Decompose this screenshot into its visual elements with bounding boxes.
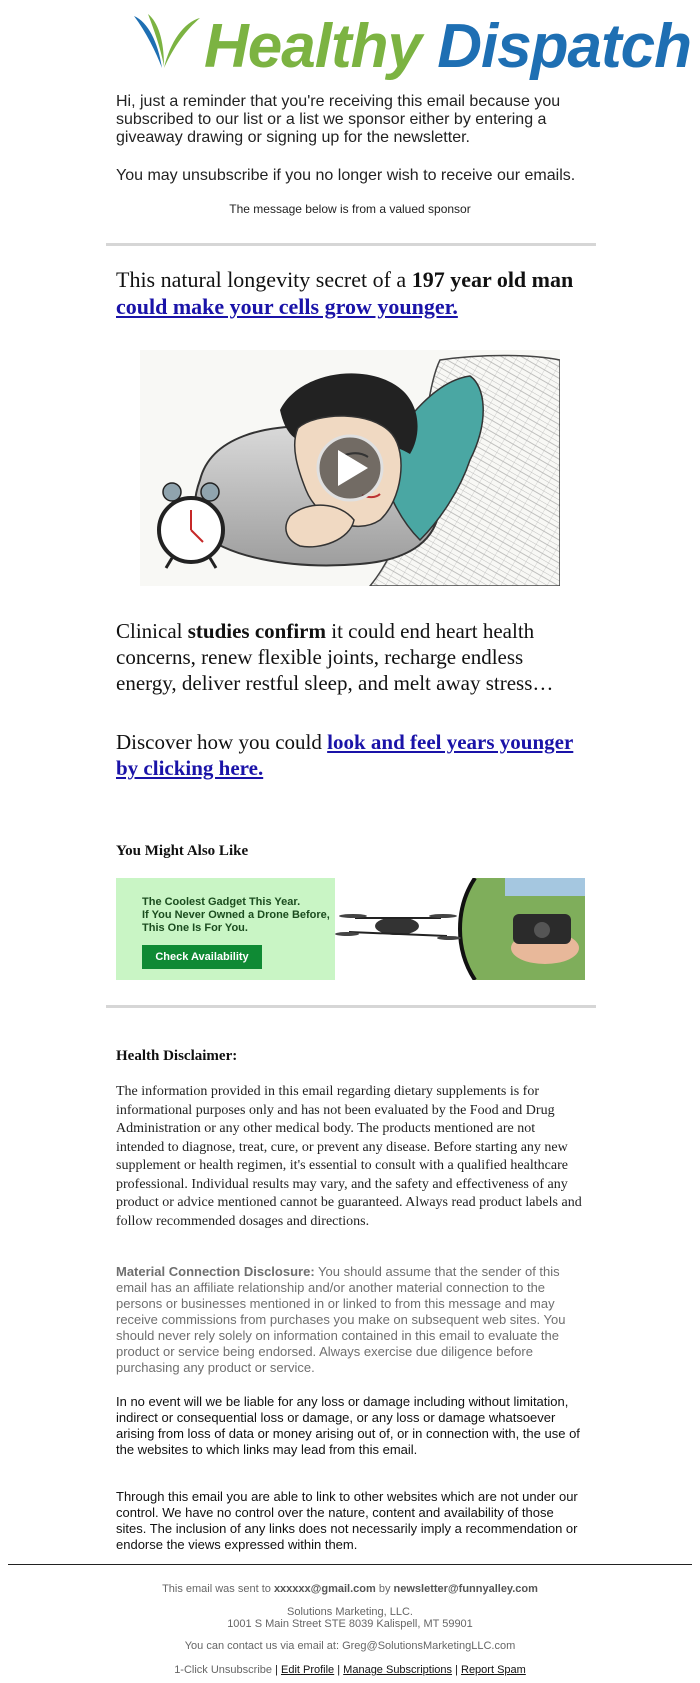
you-might-also-like-heading: You Might Also Like [116,843,249,859]
unsubscribe-note: You may unsubscribe if you no longer wish to receive our emails. [116,167,576,184]
company-name: Solutions Marketing, LLC. [287,1606,413,1618]
sponsor-note: The message below is from a valued sponsor [229,202,471,216]
one-click-unsubscribe[interactable]: 1-Click Unsubscribe [174,1664,272,1676]
edit-profile-link[interactable]: Edit Profile [280,1664,335,1676]
banner-text: The Coolest Gadget This Year. If You Never Owned a Drone Before, This One Is For You. [142,896,330,934]
video-thumbnail[interactable] [140,350,560,586]
drone-image [335,878,585,980]
health-disclaimer-body: The information provided in this email regarding dietary supplements is for informational purposes only and has not been evaluated by the Food and Drug Administration or any other medical body. The products mentioned are not intended to diagnose, treat, cure, or prevent any disease. Before starting any new supplement or health regimen, it's essential to consult with a qualified healthcare professional. Individual results may vary, and the safety and effectiveness of any product or advice mentioned cannot be guaranteed. Always read product labels and follow recommended dosages and directions. [116,1084,582,1229]
contact-line: You can contact us via email at: Greg@SolutionsMarketingLLC.com [184,1640,516,1652]
subscription-reminder: Hi, just a reminder that you're receiving this email because you subscribed to our list or a list we sponsor either by entering a giveaway drawing or signing up for the newsletter. [116,93,561,146]
liability-notice: In no event will we be liable for any loss or damage including without limitation, indirect or consequential loss or damage, or any loss or damage whatsoever arising from loss of data or money arising out of, or in connection with, the use of the websites to which links may lead from this email. [116,1394,580,1457]
sent-to-line: This email was sent to xxxxxx@gmail.com by newsletter@funnyalley.com [162,1583,538,1595]
check-availability-button[interactable]: Check Availability [142,945,262,969]
leaf-logo-icon [128,12,204,74]
divider-2 [106,1005,596,1008]
clinical-claim: Clinical studies confirm it could end heart health concerns, renew flexible joints, recharge endless energy, deliver restful sleep, and melt away stress… [116,619,554,695]
play-button-icon [318,436,382,500]
headline: This natural longevity secret of a 197 year old man could make your cells grow younger. [116,267,574,319]
divider [106,243,596,246]
footer-divider [8,1564,692,1565]
discover-link[interactable]: look and feel years younger by clicking here. [116,730,574,780]
logo-wordmark: Healthy Dispatch [204,12,692,81]
footer-links: 1-Click Unsubscribe | Edit Profile | Manage Subscriptions | Report Spam [174,1664,526,1676]
health-disclaimer-heading: Health Disclaimer: [116,1048,238,1064]
drone-ad-banner[interactable] [116,878,585,980]
discover-paragraph: Discover how you could look and feel years younger by clicking here. [116,730,574,780]
external-links-notice: Through this email you are able to link to other websites which are not under our control. We have no control over the nature, content and availability of those sites. The inclusion of any links does not necessarily imply a recommendation or endorse the views expressed within them. [116,1489,578,1552]
headline-link[interactable]: could make your cells grow younger. [116,294,458,319]
report-spam-link[interactable]: Report Spam [461,1664,526,1676]
company-address: 1001 S Main Street STE 8039 Kalispell, MT 59901 [227,1618,473,1630]
healthy-dispatch-logo[interactable] [128,8,692,88]
manage-subscriptions-link[interactable]: Manage Subscriptions [343,1664,453,1676]
material-disclosure: Material Connection Disclosure: You should assume that the sender of this email has an affiliate relationship and/or another material connection to the persons or businesses mentioned in or linked to from this message and may receive commissions from purchases you make on subsequent web sites. You should never rely solely on information contained in this email to evaluate the product or service being endorsed. Always exercise due diligence before purchasing any product or service. [116,1264,566,1375]
sleeping-woman-illustration [140,350,560,586]
